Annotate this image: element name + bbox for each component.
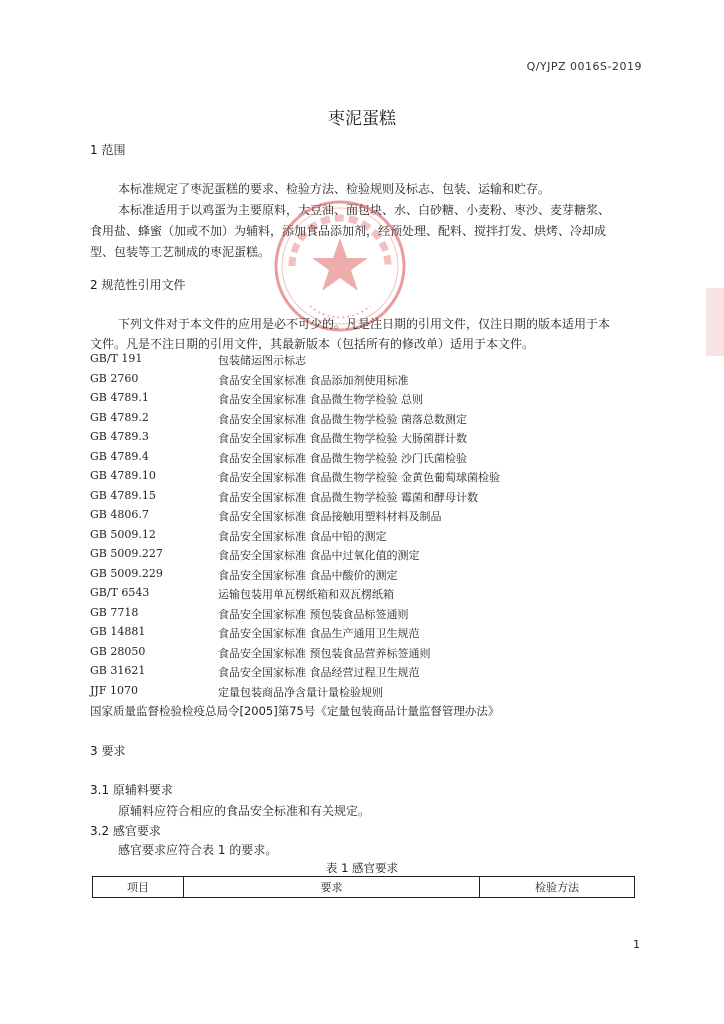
page-number: 1 (633, 938, 640, 951)
reference-title: 食品安全国家标准 食品中酸价的测定 (218, 568, 398, 582)
table-header-test-method: 检验方法 (535, 881, 579, 894)
reference-row (0, 430, 724, 449)
reference-code: GB 5009.227 (90, 547, 163, 560)
section-3-2-heading: 3.2 感官要求 (90, 824, 161, 838)
table-header-item: 项目 (93, 877, 184, 897)
reference-title: 食品安全国家标准 食品中铅的测定 (218, 529, 387, 543)
reference-row (0, 391, 724, 410)
reference-title: 食品安全国家标准 食品微生物学检验 霉菌和酵母计数 (218, 490, 478, 504)
document-code: Q/YJPZ 0016S-2019 (526, 60, 642, 73)
table-1-title: 表 1 感官要求 (325, 861, 399, 875)
section-2-heading: 2 规范性引用文件 (90, 278, 186, 292)
reference-code: GB/T 191 (90, 352, 143, 365)
reference-row (0, 625, 724, 644)
reference-title: 食品安全国家标准 食品微生物学检验 总则 (218, 393, 423, 406)
reference-code: GB 7718 (90, 605, 139, 619)
decree-reference: 国家质量监督检验检疫总局令[2005]第75号《定量包装商品计量监督管理办法》 (90, 704, 500, 718)
reference-title: 食品安全国家标准 食品微生物学检验 金黄色葡萄球菌检验 (218, 471, 500, 484)
page-title: 枣泥蛋糕 (328, 109, 396, 129)
reference-code: GB 5009.12 (90, 527, 156, 541)
section-3-1-heading: 3.1 原辅料要求 (90, 783, 173, 797)
reference-code: GB 4789.15 (90, 488, 156, 502)
reference-code: GB 14881 (90, 625, 146, 638)
reference-row (0, 411, 724, 430)
reference-title: 定量包装商品净含量计量检验规则 (218, 685, 383, 699)
reference-code: GB 4789.2 (90, 410, 149, 424)
reference-row (0, 645, 724, 664)
reference-row (0, 606, 724, 625)
reference-title: 食品安全国家标准 食品中过氧化值的测定 (218, 549, 420, 562)
reference-row (0, 684, 724, 703)
reference-row (0, 528, 724, 547)
reference-title: 食品安全国家标准 预包装食品标签通则 (218, 607, 409, 621)
reference-title: 食品安全国家标准 预包装食品营养标签通则 (218, 646, 431, 660)
reference-row (0, 508, 724, 527)
reference-title: 包装储运图示标志 (218, 354, 306, 367)
reference-row (0, 372, 724, 391)
reference-row (0, 469, 724, 488)
reference-code: GB/T 6543 (90, 586, 150, 599)
reference-title: 食品安全国家标准 食品生产通用卫生规范 (218, 627, 420, 640)
reference-row (0, 547, 724, 566)
reference-title: 食品安全国家标准 食品微生物学检验 沙门氏菌检验 (218, 451, 467, 465)
reference-title: 食品安全国家标准 食品微生物学检验 菌落总数测定 (218, 412, 467, 426)
reference-row (0, 450, 724, 469)
reference-code: GB 31621 (90, 664, 146, 677)
reference-title: 运输包装用单瓦楞纸箱和双瓦楞纸箱 (218, 588, 394, 601)
reference-code: GB 4789.1 (90, 391, 149, 404)
section-1-heading: 1 范围 (90, 143, 126, 157)
reference-title: 食品安全国家标准 食品经营过程卫生规范 (218, 666, 420, 679)
references-intro-line-2: 文件。凡是不注日期的引用文件，其最新版本（包括所有的修改单）适用于本文件。 (90, 337, 535, 351)
reference-code: GB 5009.229 (90, 566, 163, 580)
reference-code: GB 4806.7 (90, 508, 149, 521)
reference-row (0, 352, 724, 371)
reference-code: GB 4789.10 (90, 469, 156, 482)
reference-code: GB 2760 (90, 371, 139, 385)
sensory-requirements-table (92, 876, 635, 898)
reference-code: GB 28050 (90, 644, 146, 658)
reference-title: 食品安全国家标准 食品添加剂使用标准 (218, 373, 409, 387)
reference-row (0, 586, 724, 605)
scope-paragraph-2-line-1: 本标准适用于以鸡蛋为主要原料，大豆油、面包块、水、白砂糖、小麦粉、枣沙、麦芽糖浆、 (118, 203, 611, 217)
raw-material-requirement: 原辅料应符合相应的食品安全标准和有关规定。 (118, 804, 371, 818)
section-3-heading: 3 要求 (90, 744, 126, 758)
sensory-requirement-text: 感官要求应符合表 1 的要求。 (118, 843, 278, 857)
reference-row (0, 567, 724, 586)
references-intro-line-1: 下列文件对于本文件的应用是必不可少的。凡是注日期的引用文件，仅注日期的版本适用于本 (118, 317, 611, 331)
reference-code: JJF 1070 (90, 683, 138, 697)
scope-paragraph-2-line-3: 型、包装等工艺制成的枣泥蛋糕。 (90, 245, 271, 259)
reference-code: GB 4789.3 (90, 430, 149, 443)
table-header-requirement: 要求 (184, 877, 480, 897)
scope-paragraph-2-line-2: 食用盐、蜂蜜（加或不加）为辅料，添加食品添加剂，经预处理、配料、搅拌打发、烘烤、冷却成 (90, 224, 607, 238)
reference-row (0, 664, 724, 683)
reference-title: 食品安全国家标准 食品微生物学检验 大肠菌群计数 (218, 432, 467, 445)
reference-code: GB 4789.4 (90, 449, 149, 463)
reference-title: 食品安全国家标准 食品接触用塑料材料及制品 (218, 510, 442, 523)
reference-row (0, 489, 724, 508)
scope-paragraph-1: 本标准规定了枣泥蛋糕的要求、检验方法、检验规则及标志、包装、运输和贮存。 (118, 182, 551, 196)
page-edge-stamp-fragment (706, 288, 724, 356)
